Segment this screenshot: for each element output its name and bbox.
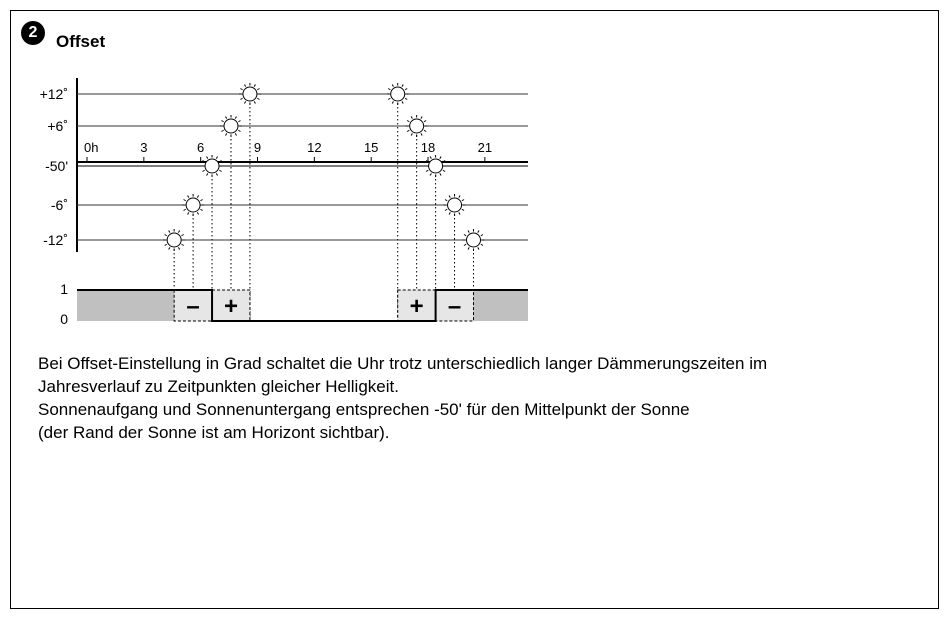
angle-level-label: -50' — [45, 158, 68, 174]
sun-ray — [440, 173, 441, 175]
sun-ray — [244, 84, 245, 86]
minus-symbol: – — [186, 293, 200, 320]
angle-level-label: +12˚ — [39, 86, 68, 102]
plus-symbol: + — [409, 293, 424, 320]
sun-ray — [445, 200, 447, 201]
angle-level-label: +6˚ — [47, 118, 68, 134]
sun-ray — [188, 195, 189, 197]
sun-ray — [392, 101, 393, 103]
sun-ray — [200, 209, 202, 210]
sun-ray — [481, 235, 483, 236]
angle-level-label: -12˚ — [43, 232, 68, 248]
sun-ray — [235, 133, 236, 135]
description — [38, 352, 898, 444]
sun-disc — [243, 87, 257, 101]
sun-ray — [462, 200, 464, 201]
sun-ray — [478, 247, 479, 249]
sun-ray — [468, 230, 469, 232]
sun-ray — [221, 121, 223, 122]
description-line: (der Rand der Sonne ist am Horizont sichtbar). — [38, 423, 390, 442]
minus-symbol: – — [447, 293, 462, 320]
sun-ray — [478, 230, 479, 232]
section-number-badge: 2 — [21, 21, 45, 45]
sun-ray — [178, 230, 179, 232]
section-title: Offset — [56, 32, 106, 51]
sun-ray — [392, 84, 393, 86]
sun-disc — [448, 198, 462, 212]
sun-ray — [254, 84, 255, 86]
sun-ray — [203, 170, 205, 171]
sun-ray — [257, 98, 259, 99]
sun-ray — [445, 209, 447, 210]
sun-ray — [440, 156, 441, 158]
sun-ray — [257, 89, 259, 90]
sun-ray — [165, 235, 167, 236]
hour-tick-label: 21 — [477, 140, 493, 155]
state-label-on: 1 — [60, 281, 68, 297]
sun-ray — [388, 89, 390, 90]
sun-ray — [430, 173, 431, 175]
sun-ray — [219, 170, 221, 171]
hour-tick-label: 6 — [197, 140, 205, 155]
sun-ray — [424, 130, 426, 131]
sun-ray — [402, 84, 403, 86]
sun-disc — [224, 119, 238, 133]
sun-ray — [197, 195, 198, 197]
state-label-off: 0 — [60, 311, 68, 327]
sun-ray — [238, 130, 240, 131]
sun-ray — [421, 133, 422, 135]
sun-ray — [240, 98, 242, 99]
sun-disc — [186, 198, 200, 212]
sun-ray — [449, 212, 450, 214]
sun-ray — [238, 121, 240, 122]
sun-ray — [184, 200, 186, 201]
sun-disc — [466, 233, 480, 247]
sun-ray — [402, 101, 403, 103]
sun-ray — [200, 200, 202, 201]
hour-tick-label: 9 — [253, 140, 262, 155]
sun-disc — [410, 119, 424, 133]
sun-ray — [254, 101, 255, 103]
sun-ray — [197, 212, 198, 214]
hour-tick-label: 12 — [307, 140, 322, 155]
hour-tick-label: 0h — [84, 140, 99, 155]
sun-ray — [216, 173, 217, 175]
sun-disc — [391, 87, 405, 101]
sun-ray — [405, 89, 407, 90]
sun-ray — [165, 244, 167, 245]
sun-ray — [459, 212, 460, 214]
sun-ray — [188, 212, 189, 214]
sun-ray — [221, 130, 223, 131]
sun-disc — [205, 159, 219, 173]
sun-ray — [244, 101, 245, 103]
sun-disc — [167, 233, 181, 247]
angle-level-label: -6˚ — [50, 197, 68, 213]
sun-ray — [464, 244, 466, 245]
sun-ray — [216, 156, 217, 158]
sun-ray — [225, 116, 226, 118]
sun-ray — [459, 195, 460, 197]
sun-ray — [240, 89, 242, 90]
description-line: Jahresverlauf zu Zeitpunkten gleicher Helligkeit. — [38, 377, 399, 396]
sun-ray — [464, 235, 466, 236]
sun-ray — [178, 247, 179, 249]
sun-ray — [421, 116, 422, 118]
sun-ray — [407, 121, 409, 122]
sun-ray — [182, 244, 184, 245]
sun-ray — [462, 209, 464, 210]
sun-ray — [225, 133, 226, 135]
sun-ray — [169, 247, 170, 249]
sun-ray — [235, 116, 236, 118]
sun-ray — [405, 98, 407, 99]
sun-ray — [443, 170, 445, 171]
sun-ray — [481, 244, 483, 245]
switching-diagram — [77, 290, 528, 321]
sun-ray — [426, 170, 428, 171]
sun-ray — [207, 156, 208, 158]
description-line: Bei Offset-Einstellung in Grad schaltet die Uhr trotz unterschiedlich langer Dämmerungszeiten im — [38, 354, 768, 373]
hour-tick-label: 3 — [140, 140, 148, 155]
sun-disc — [429, 159, 443, 173]
sun-ray — [388, 98, 390, 99]
sun-ray — [424, 121, 426, 122]
angle-grid — [77, 78, 528, 252]
sun-ray — [182, 235, 184, 236]
sun-ray — [184, 209, 186, 210]
sun-ray — [449, 195, 450, 197]
sun-ray — [468, 247, 469, 249]
dotted-guides — [174, 103, 473, 318]
sun-ray — [169, 230, 170, 232]
hour-tick-label: 15 — [363, 140, 379, 155]
plus-symbol: + — [223, 293, 238, 320]
description-line: Sonnenaufgang und Sonnenuntergang entsprechen -50' für den Mittelpunkt der Sonne — [38, 400, 690, 419]
sun-ray — [207, 173, 208, 175]
sun-markers — [163, 83, 484, 251]
hour-tick-label: 18 — [420, 140, 436, 155]
sun-ray — [430, 156, 431, 158]
sun-ray — [407, 130, 409, 131]
sun-ray — [411, 116, 412, 118]
sun-ray — [411, 133, 412, 135]
